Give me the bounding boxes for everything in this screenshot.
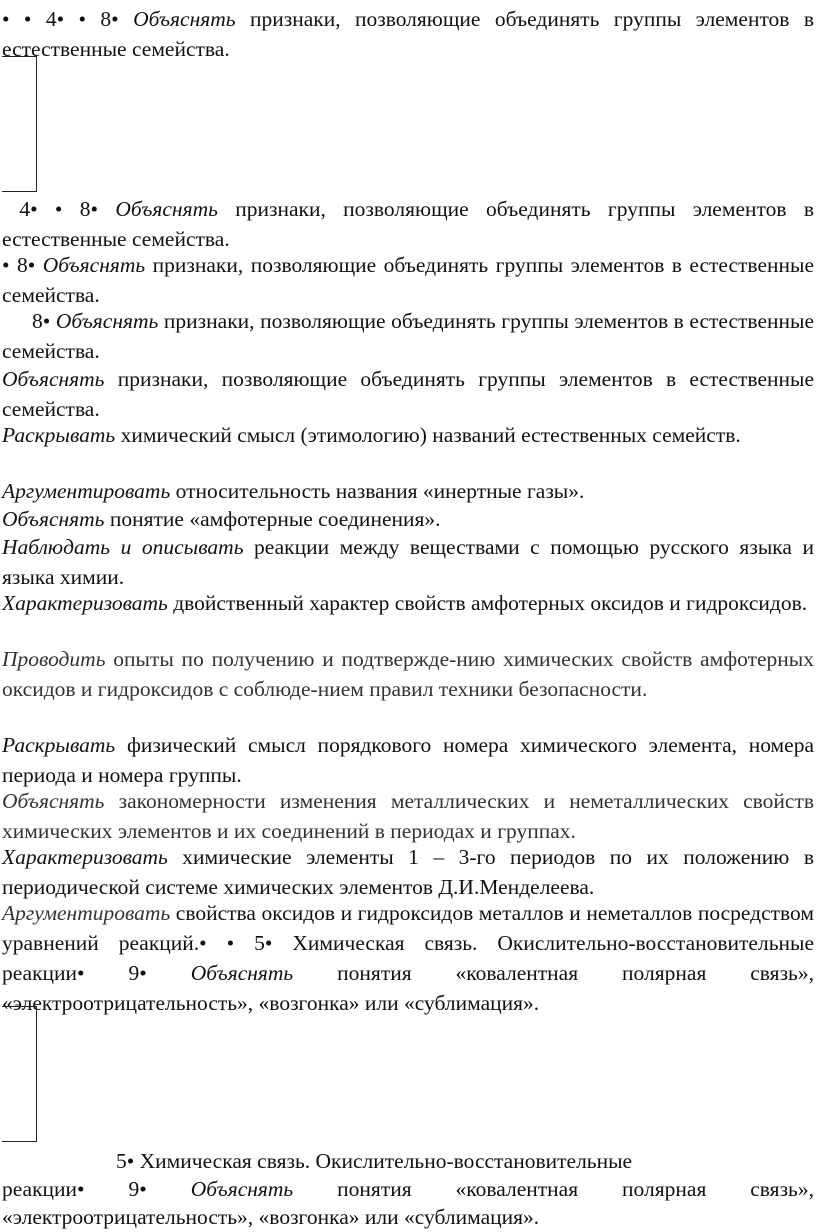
action-verb: Объяснять — [190, 1177, 294, 1201]
paragraph-text: физический смысл порядкового номера химического элемента, номера периода и номера группы. — [2, 733, 814, 787]
paragraph-text: реакции между веществами с помощью русского языка и языка химии. — [2, 535, 814, 589]
paragraph-16-line-3 — [2, 1202, 814, 1232]
paragraph-text: «электроотрицательность», «возгонка» или «сублимация». — [2, 1205, 540, 1229]
action-verb: Раскрывать — [2, 733, 116, 757]
action-verb: Объяснять — [2, 789, 105, 813]
paragraph-text: признаки, позволяющие объединять группы элементов в естественные семейства. — [2, 367, 814, 421]
paragraph-11 — [2, 644, 814, 704]
paragraph-text: свойства оксидов и гидроксидов металлов и неметаллов посредством уравнений реакций.• • 5• Химическая связь. Окислительно-восстановительные реакции• 9• — [2, 901, 814, 985]
action-verb: Наблюдать и описывать — [2, 535, 244, 559]
bullet-prefix: реакции• 9• — [2, 1177, 147, 1201]
bullet-prefix: • • 4• • 8• — [2, 7, 119, 31]
action-verb: Аргументировать — [2, 479, 171, 503]
paragraph-text-2: понятия «ковалентная полярная связь», «электроотрицательность», «возгонка» или «сублимация». — [2, 961, 814, 1015]
action-verb: Характеризовать — [2, 845, 168, 869]
paragraph-text: признаки, позволяющие объединять группы элементов в естественные семейства. — [2, 197, 814, 251]
paragraph-text: признаки, позволяющие объединять группы элементов в естественные семейства. — [2, 309, 814, 363]
paragraph-6 — [2, 420, 814, 450]
action-verb: Объяснять — [115, 197, 218, 221]
paragraph-text: закономерности изменения металлических и неметаллических свойств химических элементов и их соединений в периодах и группах. — [2, 789, 814, 843]
empty-frame-1 — [2, 56, 37, 192]
paragraph-16-line-2 — [2, 1174, 814, 1204]
paragraph-7 — [2, 476, 814, 506]
action-verb: Объяснять — [133, 7, 236, 31]
bullet-prefix: 4• • 8• — [19, 197, 99, 221]
action-verb: Аргументировать — [2, 901, 171, 925]
action-verb-2: Объяснять — [190, 961, 294, 985]
paragraph-9 — [2, 532, 814, 592]
paragraph-text: понятие «амфотерные соединения». — [104, 507, 441, 531]
action-verb: Характеризовать — [2, 591, 168, 615]
paragraph-text: признаки, позволяющие объединять группы элементов в естественные семейства. — [2, 7, 814, 61]
paragraph-text: химический смысл (этимологию) названий естественных семейств. — [115, 423, 741, 447]
paragraph-text: 5• Химическая связь. Окислительно-восстановительные — [116, 1149, 633, 1173]
action-verb: Объяснять — [2, 507, 105, 531]
paragraph-3 — [2, 250, 814, 310]
paragraph-text: признаки, позволяющие объединять группы элементов в естественные семейства. — [2, 253, 815, 307]
paragraph-text: понятия «ковалентная полярная связь», — [337, 1177, 814, 1201]
paragraph-1 — [2, 4, 814, 64]
paragraph-13 — [2, 786, 814, 846]
bullet-prefix: 8• — [32, 309, 51, 333]
paragraph-2 — [2, 194, 814, 254]
paragraph-text: химические элементы 1 – 3-го периодов по их положению в периодической системе химических элементов Д.И.Менделеева. — [2, 845, 814, 899]
action-verb: Объяснять — [42, 253, 146, 277]
paragraph-8 — [2, 504, 814, 534]
paragraph-text: двойственный характер свойств амфотерных оксидов и гидроксидов. — [167, 591, 808, 615]
empty-frame-2 — [2, 1006, 37, 1142]
paragraph-12 — [2, 730, 814, 790]
action-verb: Объяснять — [2, 367, 105, 391]
paragraph-5 — [2, 364, 814, 424]
paragraph-text: опыты по получению и подтвержде-нию химических свойств амфотерных оксидов и гидроксидов с соблюде-нием правил техники безопасности. — [2, 647, 814, 701]
action-verb: Проводить — [2, 647, 106, 671]
action-verb: Объяснять — [55, 309, 159, 333]
action-verb: Раскрывать — [2, 423, 116, 447]
paragraph-10 — [2, 588, 814, 618]
paragraph-4 — [2, 306, 814, 366]
bullet-prefix: • 8• — [2, 253, 36, 277]
paragraph-14 — [2, 842, 814, 902]
paragraph-text: относительность названия «инертные газы». — [170, 479, 585, 503]
paragraph-15 — [2, 898, 814, 1018]
paragraph-16-line-1 — [116, 1146, 814, 1176]
